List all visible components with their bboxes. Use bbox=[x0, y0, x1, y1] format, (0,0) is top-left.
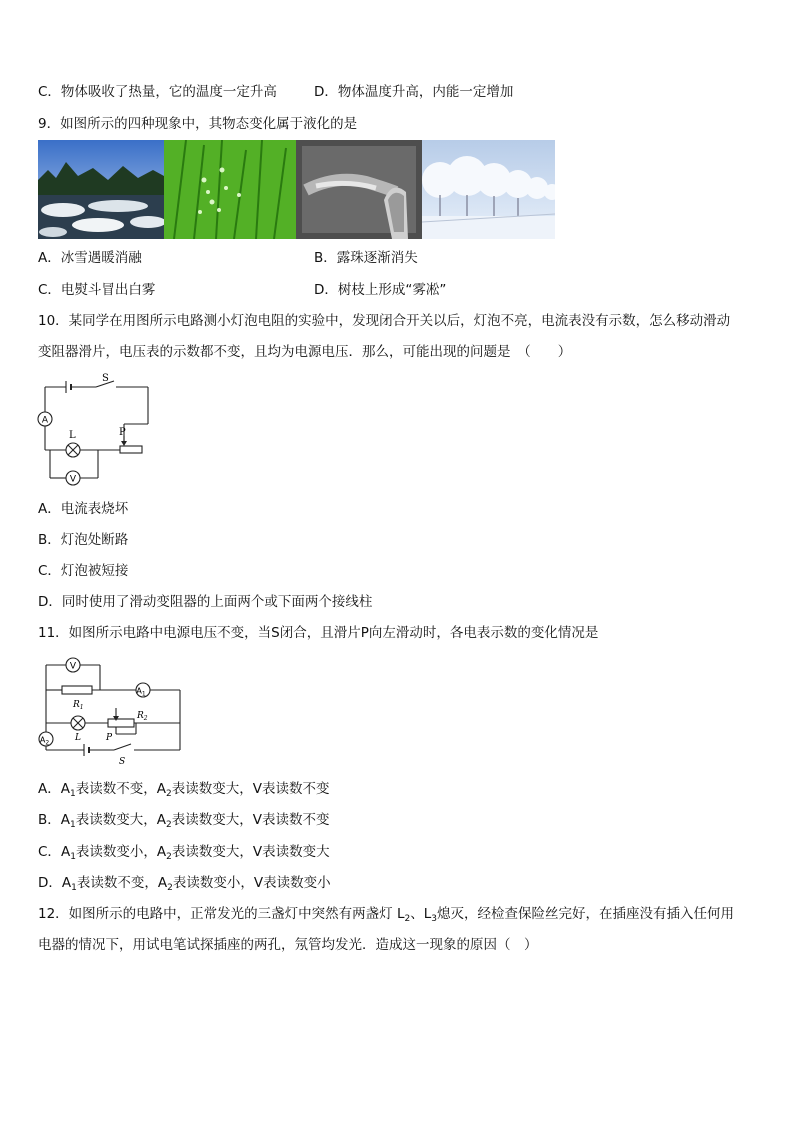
q11-option-c[interactable]: C．$A_1$表读数变小，$A_2$表读数变大，V表读数变大 bbox=[38, 844, 330, 862]
q11-lamp-label: L bbox=[75, 733, 81, 743]
q12-stem-line-2: 电器的情况下，用试电笔试探插座的两孔，氖管均发光．造成这一现象的原因（ ） bbox=[38, 937, 538, 953]
q8-option-c[interactable]: C．物体吸收了热量，它的温度一定升高 bbox=[38, 84, 277, 100]
q10-stem-line-2: 变阻器滑片，电压表的示数都不变，且均为电源电压．那么，可能出现的问题是 （ ） bbox=[38, 344, 572, 360]
q11-slider-label: P bbox=[106, 733, 113, 743]
q9-option-b[interactable]: B．露珠逐渐消失 bbox=[314, 250, 418, 266]
q11-r1-label: $R_1$ bbox=[73, 700, 84, 711]
q11-circuit-diagram bbox=[36, 652, 184, 766]
q10-option-a[interactable]: A．电流表烧坏 bbox=[38, 501, 129, 517]
q12-stem-line-1: 12．如图所示的电路中，正常发光的三盏灯中突然有两盏灯 $L_2$、$L_3$熄灭，经检查保险丝完好，在插座没有插入任何用 bbox=[38, 906, 734, 924]
q11-option-d[interactable]: D．$A_1$表读数不变，$A_2$表读数变小，V表读数变小 bbox=[38, 875, 331, 893]
q9-stem: 9．如图所示的四种现象中，其物态变化属于液化的是 bbox=[38, 116, 358, 132]
photo-dew-on-grass bbox=[164, 140, 296, 239]
q10-circuit-diagram bbox=[36, 372, 154, 490]
q10-option-d[interactable]: D．同时使用了滑动变阻器的上面两个或下面两个接线柱 bbox=[38, 594, 373, 610]
q10-option-b[interactable]: B．灯泡处断路 bbox=[38, 532, 129, 548]
q11-voltmeter-label: V bbox=[69, 661, 77, 672]
q10-voltmeter-label: V bbox=[69, 474, 77, 485]
q11-stem: 11．如图所示电路中电源电压不变，当S闭合，且滑片P向左滑动时，各电表示数的变化情况是 bbox=[38, 625, 599, 641]
q9-option-a[interactable]: A．冰雪遇暖消融 bbox=[38, 250, 142, 266]
q11-switch-label: S bbox=[119, 757, 126, 766]
q8-option-d[interactable]: D．物体温度升高，内能一定增加 bbox=[314, 84, 514, 100]
q11-r2-label: $R_2$ bbox=[137, 711, 148, 722]
photo-rime-on-trees bbox=[422, 140, 555, 239]
q11-a1-label: $A_1$ bbox=[136, 686, 146, 698]
q10-option-c[interactable]: C．灯泡被短接 bbox=[38, 563, 129, 579]
q11-option-a[interactable]: A．$A_1$表读数不变，$A_2$表读数变大，V表读数不变 bbox=[38, 781, 330, 799]
q10-stem-line-1: 10．某同学在用图所示电路测小灯泡电阻的实验中，发现闭合开关以后，灯泡不亮，电流表没有示数，怎么移动滑动 bbox=[38, 313, 731, 329]
photo-melting-snow bbox=[38, 140, 164, 239]
photo-iron-steam bbox=[296, 140, 422, 239]
q10-slider-label: P bbox=[119, 427, 126, 438]
q11-option-b[interactable]: B．$A_1$表读数变大，$A_2$表读数变大，V表读数不变 bbox=[38, 812, 330, 830]
q9-option-c[interactable]: C．电熨斗冒出白雾 bbox=[38, 282, 156, 298]
q10-ammeter-label: A bbox=[41, 415, 49, 426]
q10-lamp-label: L bbox=[69, 430, 76, 441]
q10-switch-label: S bbox=[102, 373, 109, 384]
q11-a2-label: $A_2$ bbox=[39, 735, 50, 747]
q9-option-d[interactable]: D．树枝上形成“雾凇” bbox=[314, 282, 447, 298]
